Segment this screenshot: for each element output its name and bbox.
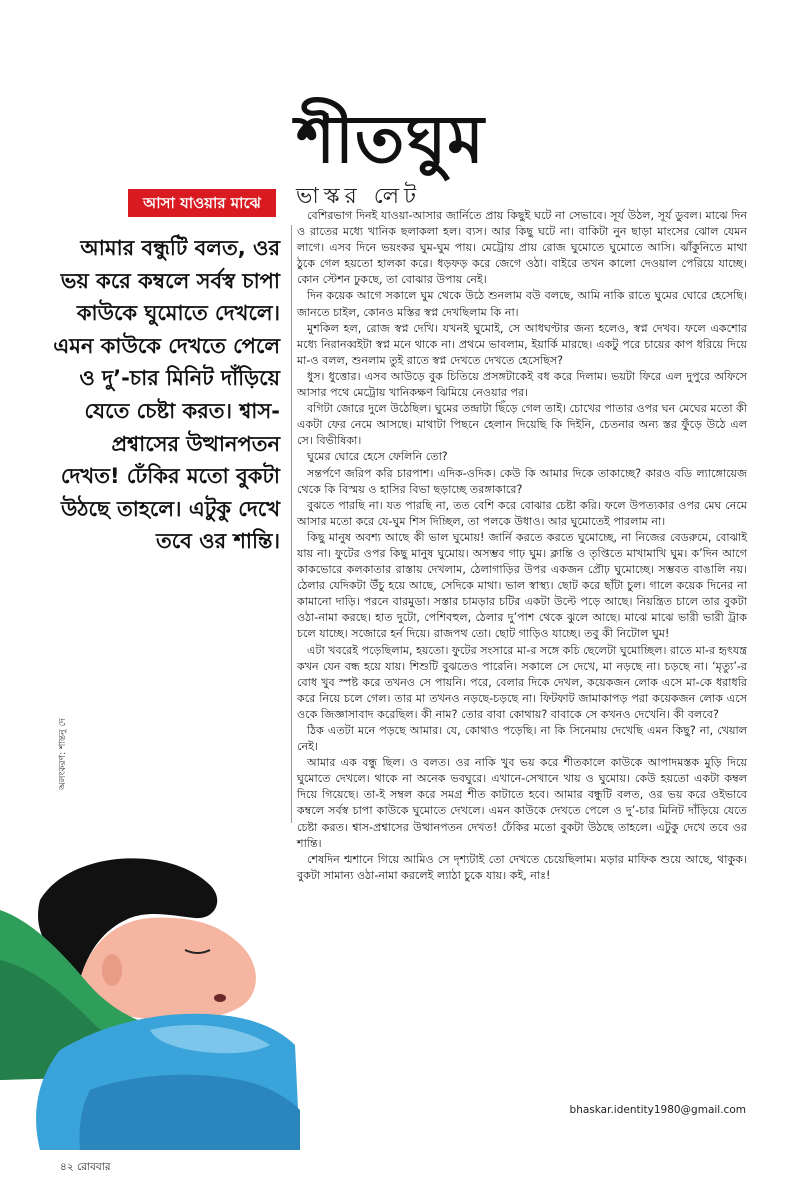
paragraph: ধুস। ধুত্তোর। এসব আউড়ে বুক চিতিয়ে প্রসঙ্গটাকেই বধ করে দিলাম। ভয়টা ফিরে এল দুপুরে অফিসে আসার পথে মেট্রোয় খানিকক্ষণ ঝিমিয়ে নেওয়ার পর।	[297, 369, 747, 400]
paragraph: দিন কয়েক আগে সকালে ঘুম থেকে উঠে শুনলাম বউ বলছে, আমি নাকি রাতে ঘুমের ঘোরে হেসেছি। জানতে চাইল, কোনও মস্তির স্বপ্ন দেখছিলাম কি না।	[297, 289, 747, 319]
paragraph: শেষদিন শ্মশানে গিয়ে আমিও সে দৃশ্যটাই তো দেখতে চেয়েছিলাম। মড়ার মাফিক শুয়ে আছে, থাকুক। বুকটা সামান্য ওঠা-নামা করলেই ল্যাঠা চুকে যায়। কই, নাঃ!	[297, 852, 747, 882]
paragraph: ঠিক এতটা মনে পড়ছে আমার। যে, কোথাও পড়েছি। না কি সিনেমায় দেখেছি এমন কিছু? না, খেয়াল নেই।	[297, 724, 747, 754]
paragraph: এটা খবরেই পড়েছিলাম, হয়তো। ফুটের সংসারে মা-র সঙ্গে কচি ছেলেটা ঘুমোচ্ছিল। রাতে মা-র হৃৎযন্ত্র কখন যেন বন্ধ হয়ে যায়। শিশুটি বুঝতেও পারেনি। সকালে সে দেখে, মা নড়ছে না। চড়ছে না। ‘মৃত্যু’-র বোধ খুব স্পষ্ট করে তখনও সে পায়নি। পরে, বেলার দিকে দেখল, কয়েকজন লোক এসে মা-কে ধরাধরি করে নিয়ে চলে গেল। তার মা তখনও নড়ছে-চড়ছে না। ফিটফাট জামাকাপড় পরা কয়েকজন লোক এসে ওকে জিজ্ঞাসাবাদ করেছিল। কী নাম? তোর বাবা কোথায়? বাবাকে সে কখনও দেখেনি। কী বলবে?	[297, 643, 747, 721]
mouth	[214, 994, 226, 1002]
author-name: ভাস্কর লেট	[296, 184, 422, 209]
paragraph: মুশকিল হল, রোজ স্বপ্ন দেখি। যখনই ঘুমোই, সে আধঘণ্টার জন্য হলেও, স্বপ্ন দেখব। ফলে একশোর মধ্যে নিরানব্বইটা স্বপ্ন মনে থাকে না। প্রথমে ভাবলাম, ইয়ার্কি মারছে। একটু পরে চায়ের কাপ ধরিয়ে দিয়ে মা-ও বলল, শুনলাম তুই রাতে স্বপ্ন দেখতে দেখতে হেসেছিস?	[297, 321, 747, 367]
paragraph: ঘুমের ঘোরে হেসে ফেলিনি তো?	[307, 450, 448, 464]
sleeping-man-illustration	[0, 840, 300, 1150]
ear	[102, 954, 122, 986]
paragraph: কিছু মানুষ অবশ্য আছে কী ভাল ঘুমোয়! জার্নি করতে করতে ঘুমোচ্ছে, না নিজের বেডরুমে, বোঝাই যায় না। ফুটের ওপর কিছু মানুষ ঘুমোয়। অসম্ভব গাঢ় ঘুম। ক্লান্তি ও তৃপ্তিতে মাখামাখি ঘুম। ক’দিন আগে কাকভোরে কলকাতার রাস্তায় দেখলাম, ঠেলাগাড়ির উপর একজন প্রৌঢ় ঘুমোচ্ছে। সম্ভবত বাঙালি নয়। ঠেলার যেদিকটা উঁচু হয়ে আছে, সেদিকে মাথা। ভাল স্বাস্থ্য। ছোট করে ছাঁটা চুল। গালে কয়েক দিনের না কামানো দাড়ি। পরনে বারমুডা। সস্তার চামড়ার চটির একটা উল্টে পড়ে আছে। নিয়ন্ত্রিত চালে তার বুকটা ওঠা-নামা করছে। হাত দুটো, পেশিবহুল, ঠেলার দু’পাশ থেকে ঝুলে আছে। মাঝে মাঝে ভারী ভারী ট্রাক চলে যাচ্ছে। সজোরে হর্ন দিয়ে। রাজপথ তো। ছোট গাড়িও যাচ্ছে। তবু কী নিটোল ঘুম!	[297, 530, 747, 641]
page-footer: ৪২ রোববার	[60, 1161, 111, 1173]
article-body	[297, 208, 747, 884]
illustration-credit: অলংকরণ: শান্তনু দে	[58, 718, 68, 790]
article-title: শীতঘুম	[296, 101, 485, 178]
paragraph: আমার এক বন্ধু ছিল। ও বলত। ওর নাকি খুব ভয় করে শীতকালে কাউকে আপাদমস্তক মুড়ি দিয়ে ঘুমোতে দেখলে। থাকে না অনেক ভবঘুরে। এখানে-সেখানে খায় ও ঘুমোয়। কেউ হয়তো একটা কম্বল দিয়ে গিয়েছে। তা-ই সম্বল করে সমগ্র শীত কাটাতে হবে। আমার বন্ধুটি বলত, ওর ভয় করে ওইভাবে কম্বলে সর্বস্ব চাপা কাউকে ঘুমোতে দেখলে। এমন কাউকে দেখতে পেলে ও দু’-চার মিনিট দাঁড়িয়ে যেতে চেষ্টা করত। শ্বাস-প্রশ্বাসের উত্থানপতন দেখত! ঢেঁকির মতো বুকটা উঠছে তাহলে। এটুকু দেখে তবে ওর শান্তি।	[297, 756, 747, 850]
section-tag: আসা যাওয়ার মাঝে	[128, 189, 276, 217]
column-divider	[291, 225, 292, 823]
paragraph: বগিটা জোরে দুলে উঠেছিল। ঘুমের তন্দ্রাটা ছিঁড়ে গেল তাই। চোখের পাতার ওপর ঘন মেঘের মতো কী একটা ফের নেমে আসছে। মাথাটা পিছনে হেলান দিয়েছি কি দিইনি, চেতনার অন্য স্তর ফুঁড়ে উঠে এল সে। বিভীষিকা।	[297, 402, 748, 448]
paragraph: বুঝতে পারছি না। যত পারছি না, তত বেশি করে বোঝার চেষ্টা করি। ফলে উপত্যকার ওপর মেঘ নেমে আসার মতো করে যে-ঘুম শিস দিচ্ছিল, তা পলকে উধাও। আর ঘুমোতেই পারলাম না।	[297, 498, 747, 528]
author-email: bhaskar.identity1980@gmail.com	[569, 1104, 746, 1116]
paragraph: সন্তর্পণে জরিপ করি চারপাশ। এদিক-ওদিক। কেউ কি আমার দিকে তাকাচ্ছে? কারও বডি ল্যাঙ্গোয়েজ থেকে কি বিস্ময় ও হাসির বিভা ছড়াচ্ছে তরঙ্গাকারে?	[297, 466, 747, 496]
pull-quote: আমার বন্ধুটি বলত, ওর ভয় করে কম্বলে সর্বস্ব চাপা কাউকে ঘুমোতে দেখলে। এমন কাউকে দেখতে পেলে ও দু’-চার মিনিট দাঁড়িয়ে যেতে চেষ্টা করত। শ্বাস-প্রশ্বাসের উত্থানপতন দেখত! ঢেঁকির মতো বুকটা উঠছে তাহলে। এটুকু দেখে তবে ওর শান্তি।	[53, 236, 280, 554]
paragraph: বেশিরভাগ দিনই যাওয়া-আসার জার্নিতে প্রায় কিছুই ঘটে না সেভাবে। সূর্য উঠল, সূর্য ডুবল। মাঝে দিন ও রাতের মধ্যে খানিক ছলাকলা হল। ব্যস। আর কিছু ঘটে না। বাকিটা নুন ছাড়া মাংসের ঝোল যেমন লাগে। এসব দিনে ভয়ংকর ঘুম-ঘুম পায়। মেট্রোয় প্রায় রোজ ঘুমোতে ঘুমোতে আসি। ঝাঁকুনিতে মাথা ঠুকে গেল হয়তো হালকা করে। ধড়ফড় করে জেগে ওঠা। বাইরে তখন কালো দেওয়াল পেরিয়ে যাচ্ছে। কোন স্টেশন ঢুকছে, তা বোঝার উপায় নেই।	[297, 209, 747, 287]
